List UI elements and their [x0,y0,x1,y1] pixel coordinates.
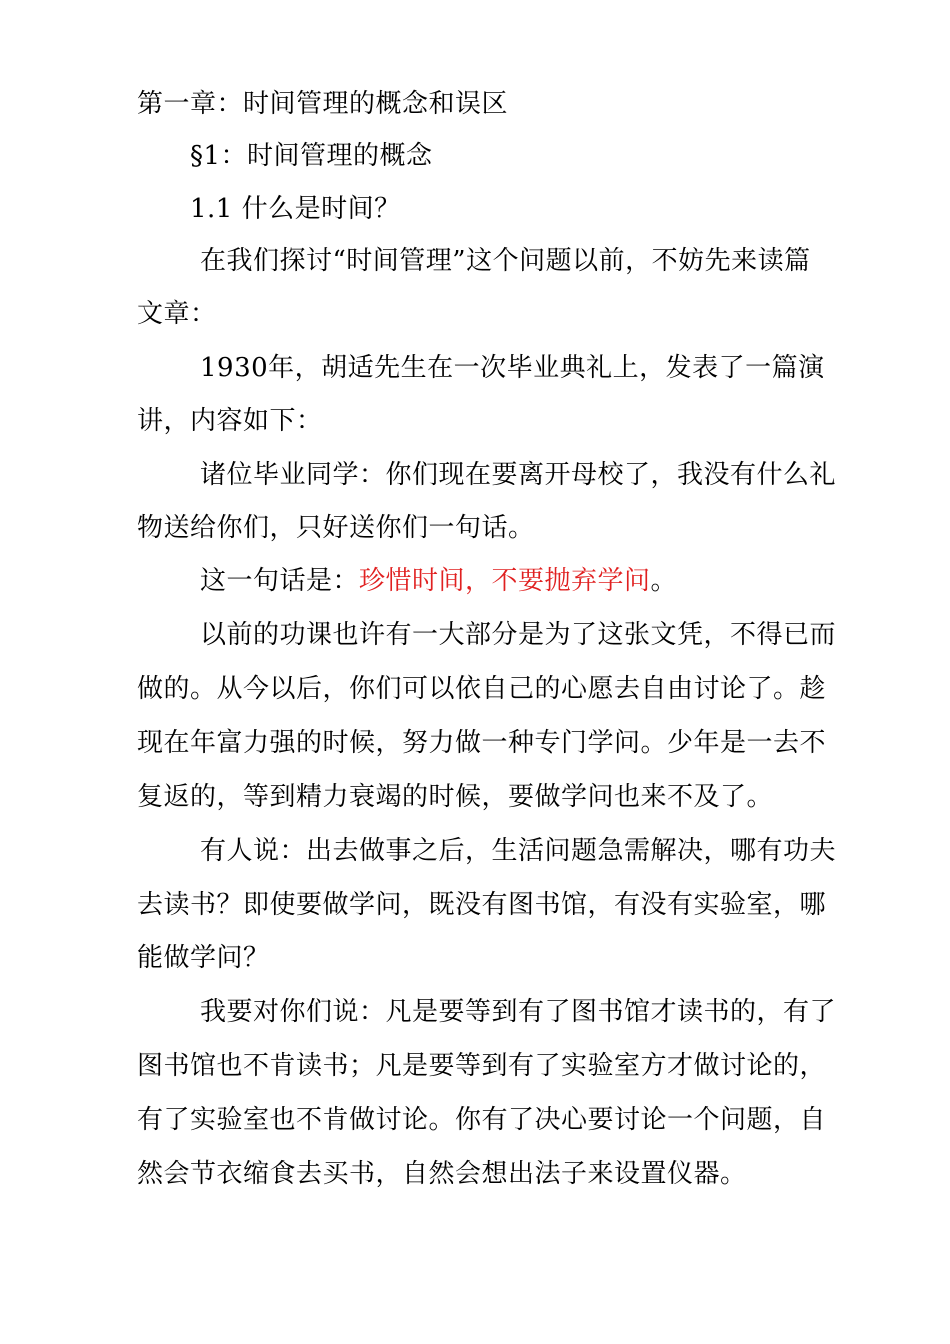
paragraph-line: 然会节衣缩食去买书，自然会想出法子来设置仪器。 [137,1159,747,1189]
paragraph-line: 做的。从今以后，你们可以依自己的心愿去自由讨论了。趁 [137,674,827,704]
paragraph-line: 现在年富力强的时候，努力做一种专门学问。少年是一去不 [137,728,827,758]
highlighted-quote: 珍惜时间，不要抛弃学问 [359,566,651,596]
quote-line [200,565,677,597]
section-title: §1：时间管理的概念 [190,141,433,171]
paragraph-line: 有了实验室也不肯做讨论。你有了决心要讨论一个问题，自 [137,1105,827,1135]
chapter-title: 第一章：时间管理的概念和误区 [137,89,509,119]
paragraph-line: 我要对你们说：凡是要等到有了图书馆才读书的，有了 [200,997,837,1027]
quote-suffix: 。 [650,566,678,596]
paragraph-line: 1930年，胡适先生在一次毕业典礼上，发表了一篇演 [200,353,825,383]
quote-prefix: 这一句话是： [200,566,360,596]
paragraph-line: 在我们探讨“时间管理”这个问题以前，不妨先来读篇 [200,246,811,276]
paragraph-line: 讲，内容如下： [137,406,323,436]
paragraph-line: 以前的功课也许有一大部分是为了这张文凭，不得已而 [200,620,837,650]
subsection-title: 1.1 什么是时间？ [190,194,401,224]
paragraph-line: 有人说：出去做事之后，生活问题急需解决，哪有功夫 [200,836,837,866]
paragraph-line: 物送给你们，只好送你们一句话。 [137,513,535,543]
paragraph-line: 图书馆也不肯读书；凡是要等到有了实验室方才做讨论的， [137,1051,827,1081]
paragraph-line: 文章： [137,299,217,329]
paragraph-line: 能做学问？ [137,943,270,973]
paragraph-line: 诸位毕业同学：你们现在要离开母校了，我没有什么礼 [200,460,837,490]
paragraph-line: 复返的，等到精力衰竭的时候，要做学问也来不及了。 [137,782,774,812]
paragraph-line: 去读书？即使要做学问，既没有图书馆，有没有实验室，哪 [137,890,827,920]
